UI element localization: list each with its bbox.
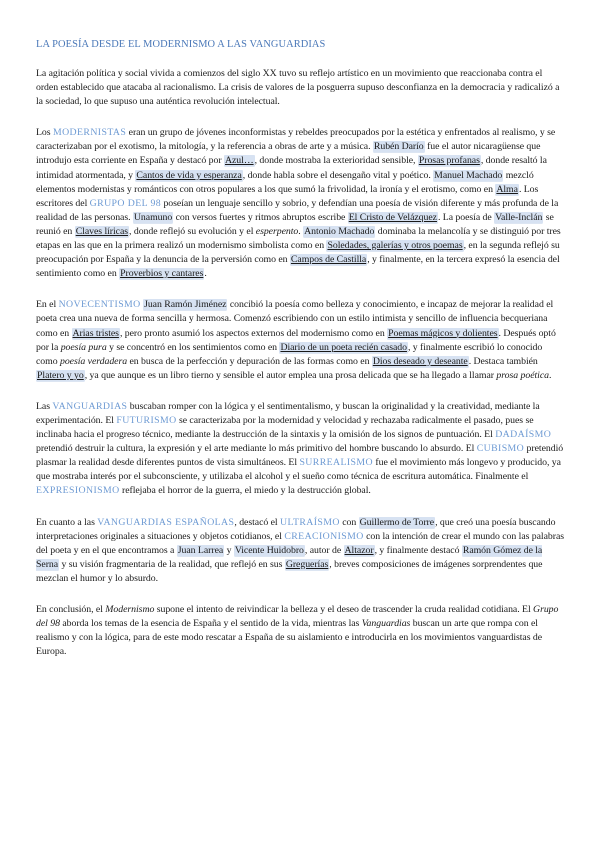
movement-name: NOVECENTISMO — [58, 299, 141, 311]
emphasis-text: Vanguardias — [361, 618, 411, 630]
movement-name: FUTURISMO — [116, 414, 177, 426]
paragraph — [36, 126, 566, 281]
text-run: en busca de la perfección y depuración de las formas como en — [127, 355, 372, 367]
text-run: , donde mostraba la exterioridad sensible, — [254, 155, 418, 167]
text-run: , y finalmente, en la tercera expresó la esencia del sentimiento como en — [36, 254, 560, 280]
movement-name: EXPRESIONISMO — [36, 485, 120, 497]
work-title: Claves líricas — [75, 225, 129, 237]
text-run: , pero pronto asumió los aspectos externos del modernismo como en — [119, 327, 388, 339]
text-run: con — [339, 516, 359, 528]
text-run: poseían un lenguaje sencillo y sobrio, y defendían una poesía de visión diferente y más profunda de la realidad de las personas. — [36, 197, 559, 223]
paragraph — [36, 400, 566, 499]
work-title: Greguerías — [285, 558, 329, 570]
work-title: Alma — [496, 183, 518, 195]
movement-name: DADAÍSMO — [495, 429, 552, 441]
work-title: Diario de un poeta recién casado — [280, 341, 407, 353]
text-run: , donde habla sobre el desengaño vital y poético. — [242, 169, 434, 181]
work-title: El Cristo de Velázquez — [348, 211, 437, 223]
text-run: fue el autor nicaragüense que introdujo esta corriente en España y destacó por — [36, 141, 541, 167]
work-title: Proverbios y cantares — [120, 268, 204, 280]
text-run: , y finalmente destacó — [374, 544, 462, 556]
text-run: aborda los temas de la esencia de España y el sentido de la vida, mientras las — [59, 618, 362, 630]
text-run: buscan un arte que rompa con el realismo y con la lógica, para de este modo rescatar a España de su aislamiento e introducirla en los movimientos vanguardistas de Europa. — [36, 618, 543, 658]
text-run: , que creó una poesía buscando interpretaciones originales a situaciones y objetos cotidianos, el — [36, 516, 556, 542]
paragraph — [36, 298, 566, 383]
text-run: , autor de — [304, 544, 344, 556]
movement-name: CUBISMO — [476, 443, 525, 455]
author-name: Unamuno — [133, 211, 173, 223]
text-run: Los — [36, 127, 53, 139]
movement-name: SURREALISMO — [299, 457, 373, 469]
text-run: reflejaba el horror de la guerra, el miedo y la destrucción global. — [119, 485, 371, 497]
emphasis-text: prosa poética — [496, 369, 549, 381]
text-run: . La poesía de — [437, 211, 495, 223]
text-run: se caracterizaba por la modernidad y velocidad y rechazaba radicalmente el pasado, pues se inclinaba hacia el progreso técnico, mediante la destrucción de la sintaxis y la omisión de los signos de puntuación. El — [36, 414, 534, 441]
work-title: Azul… — [224, 155, 254, 167]
text-run: , ya que aunque es un libro tierno y sensible el autor emplea una prosa delicada que se ha llegado a llamar — [84, 369, 497, 381]
text-run: , destacó el — [234, 516, 280, 528]
author-name: Guillermo de Torre — [359, 516, 435, 528]
emphasis-text: Modernismo — [105, 604, 155, 615]
text-run: La agitación política y social vivida a comienzos del siglo XX tuvo su reflejo artístico en un movimiento que reaccionaba contra el orden establecido que atacaba al racionalismo. La crisis de valores de la posguerra supuso desconfianza en la democracia y radicalizó a la sociedad, lo que supuso una auténtica revolución intelectual. — [36, 68, 560, 108]
text-run: mezcló elementos modernistas y románticos con otros populares a los que sumó la frivolidad, la ironía y el erotismo, como en — [36, 169, 534, 195]
text-run: dominaba la melancolía y se distinguió por tres etapas en las que en la primera realizó un modernismo simbolista como en — [36, 225, 561, 252]
work-title: Prosas profanas — [418, 155, 480, 167]
text-run: fue el movimiento más longevo y producido, ya que mostraba interés por el subconsciente, y utilizaba el alcohol y el sueño como técnica de escritura automática. Finalmente el — [36, 457, 561, 483]
work-title: Cantos de vida y esperanza — [136, 169, 242, 181]
author-name: Juan Larrea — [177, 544, 224, 556]
work-title: Platero y yo — [37, 369, 84, 381]
text-run: , breves composiciones de imágenes sorprendentes que mezclan el humor y lo absurdo. — [36, 558, 543, 584]
text-run: , donde reflejó su evolución y el — [129, 225, 256, 237]
text-run: . — [298, 225, 304, 237]
document-body — [36, 67, 566, 659]
text-run: . Destaca también — [468, 355, 538, 367]
text-run: concibió la poesía como belleza y conocimiento, e incapaz de mejorar la realidad el poeta crea una nueva de forma sencilla y hermosa. Comenzó escribiendo con un estilo intimista y sencillo de influencia becqueriana como en — [36, 299, 554, 339]
text-run: supone el intento de reivindicar la belleza y el deseo de trascender la cruda realidad cotidiana. El — [154, 604, 534, 615]
emphasis-text: esperpento — [255, 225, 299, 237]
emphasis-text: poesía verdadera — [59, 355, 128, 367]
text-run: con la intención de crear el mundo con las palabras del poeta y en el que encontramos a — [36, 530, 565, 556]
text-run: , donde resaltó la intimidad atormentada, y — [36, 155, 547, 181]
work-title: Altazor — [344, 544, 374, 556]
paragraph — [36, 516, 566, 586]
text-run: En el — [36, 299, 59, 311]
text-run: con versos fuertes y ritmos abruptos escribe — [173, 211, 348, 223]
work-title: Soledades, galerías y otros poemas — [327, 240, 463, 252]
text-run: buscaban romper con la lógica y el sentimentalismo, y buscan la originalidad y la creatividad, mediante la experimentación. El — [36, 400, 540, 426]
work-title: Poemas mágicos y dolientes — [388, 327, 498, 339]
text-run: y su visión fragmentaria de la realidad, que reflejó en sus — [59, 558, 285, 570]
movement-name: VANGUARDIAS — [52, 400, 128, 412]
text-run: . Después optó por la — [36, 327, 556, 353]
page-title: LA POESÍA DESDE EL MODERNISMO A LAS VANGUARDIAS — [36, 39, 326, 50]
text-run: . — [204, 268, 207, 280]
text-run: Las — [36, 400, 53, 412]
emphasis-text: poesía pura — [60, 341, 107, 353]
text-run: , y finalmente escribió lo conocido como — [36, 341, 543, 367]
text-run: y — [224, 544, 234, 556]
author-name: Rubén Darío — [373, 141, 424, 153]
text-run: eran un grupo de jóvenes inconformistas y rebeldes preocupados por la estética y enfrentados al realismo, y se caracterizaban por el exotismo, la mitología, y la referencia a obras de arte y a música. — [36, 127, 556, 153]
movement-name: GRUPO DEL 98 — [89, 197, 162, 209]
movement-name: ULTRAÍSMO — [279, 516, 340, 528]
work-title: Dios deseado y deseante — [372, 355, 468, 367]
author-name: Valle-Inclán — [495, 211, 543, 223]
text-run: En cuanto a las — [36, 516, 98, 528]
movement-name: VANGUARDIAS ESPAÑOLAS — [97, 516, 235, 528]
paragraph — [36, 603, 566, 659]
text-run: En conclusión, el — [36, 604, 106, 615]
author-name: Juan Ramón Jiménez — [144, 299, 227, 311]
author-name: Ramón Gómez de la Serna — [36, 544, 543, 570]
emphasis-text: Grupo del 98 — [36, 604, 559, 630]
text-run: pretendió destruir la cultura, la expresión y el arte mediante lo más primitivo del hombre buscando lo absurdo. El — [36, 443, 477, 455]
movement-name: CREACIONISMO — [284, 530, 364, 542]
text-run: . — [548, 369, 552, 381]
text-run: , en la segunda reflejó su preocupación por España y la denuncia de la perversión como en — [36, 240, 560, 266]
text-run: . Los escritores del — [36, 183, 539, 209]
text-run: pretendió plasmar la realidad desde diferentes puntos de vista simultáneos. El — [36, 443, 564, 469]
work-title: Campos de Castilla — [290, 254, 367, 266]
text-run: y se concentró en los sentimientos como en — [106, 341, 280, 353]
author-name: Antonio Machado — [304, 225, 375, 237]
text-run: se reunió en — [36, 211, 554, 237]
author-name: Vicente Huidobro — [234, 544, 304, 556]
work-title: Arias tristes — [72, 327, 119, 339]
paragraph — [36, 67, 566, 109]
author-name: Manuel Machado — [434, 169, 503, 181]
movement-name: MODERNISTAS — [52, 127, 127, 139]
